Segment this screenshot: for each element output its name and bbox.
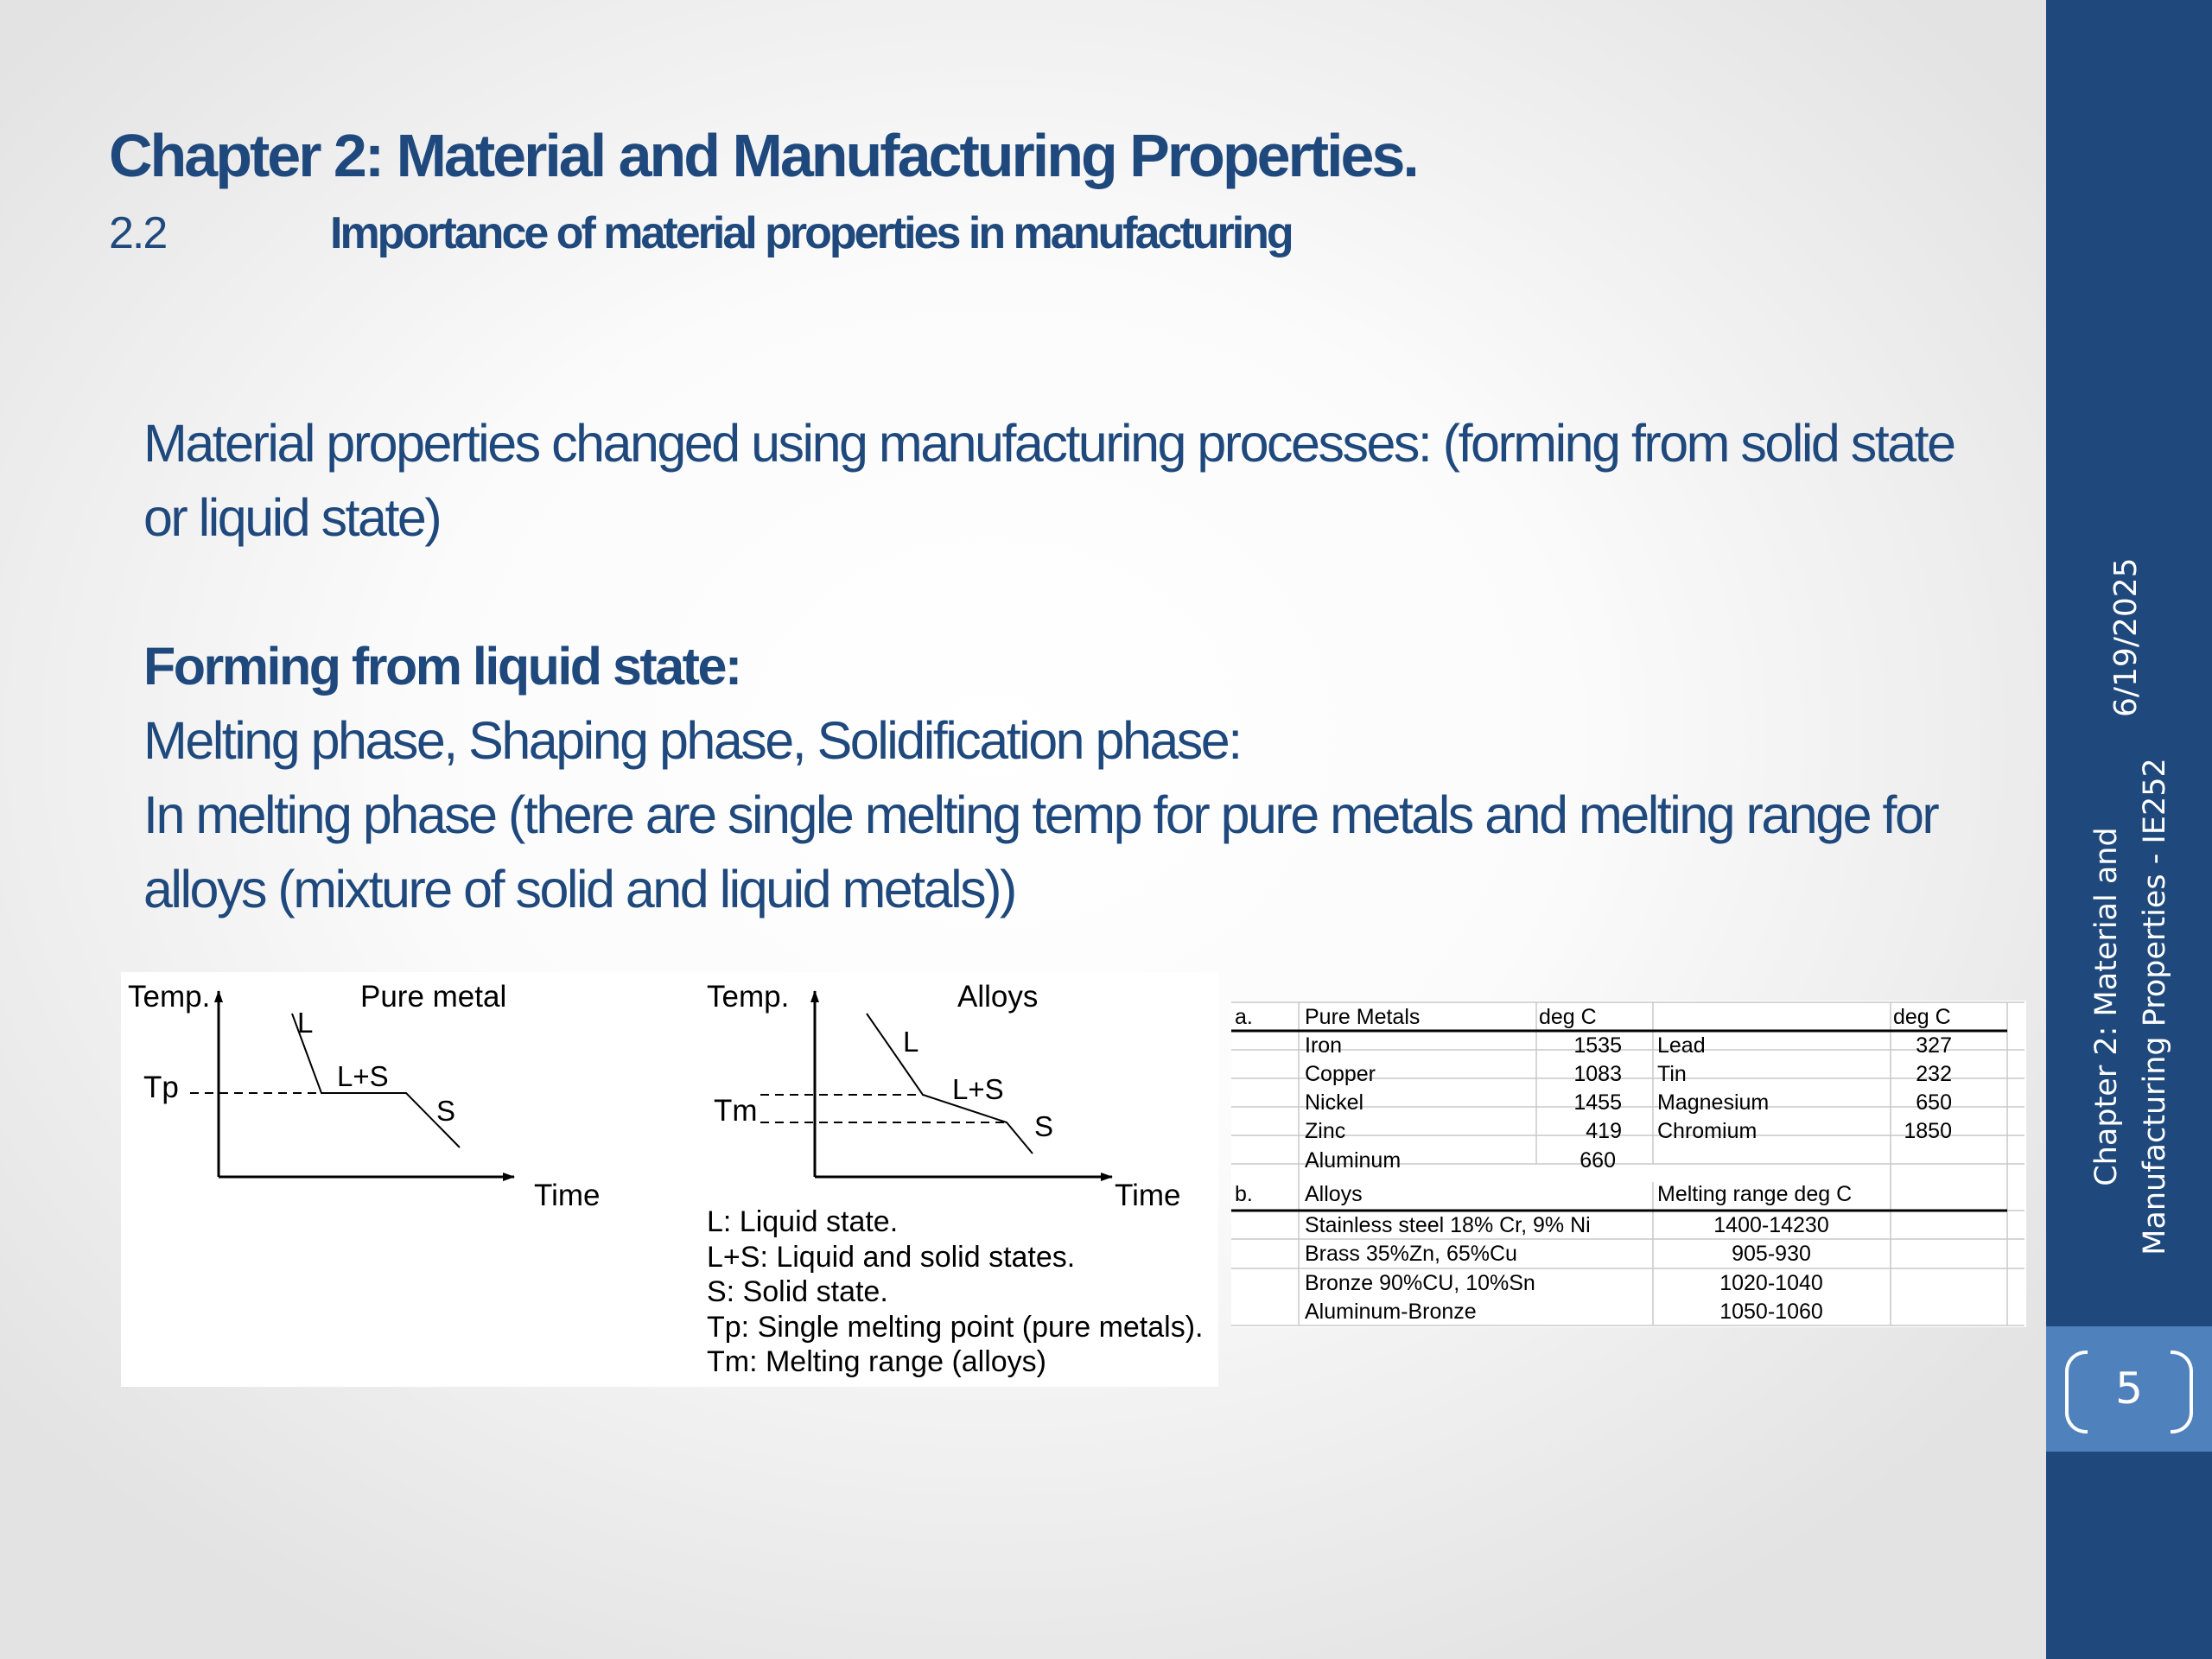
alloy-tm-label: Tm	[714, 1094, 758, 1128]
body-line-melting: In melting phase (there are single melting temp for pure metals and melting range for alloys (mixture of solid and liquid metals))	[143, 785, 1938, 918]
pure-x-label: Time	[534, 1179, 601, 1212]
table-cell: 1400-14230	[1713, 1213, 1829, 1237]
legend-line: Tm: Melting range (alloys)	[707, 1345, 1047, 1378]
slide-date: 6/19/2025	[2108, 557, 2144, 717]
table-cell: Iron	[1305, 1033, 1343, 1058]
alloy-title: Alloys	[957, 980, 1039, 1014]
legend-line: L: Liquid state.	[707, 1205, 899, 1238]
subtitle-number: 2.2	[109, 208, 167, 258]
page-number: 5	[2115, 1363, 2143, 1414]
table-cell: Zinc	[1305, 1119, 1346, 1143]
table-cell: 232	[1916, 1062, 1952, 1086]
table-cell: Copper	[1305, 1062, 1376, 1086]
table-header-cell: deg C	[1539, 1005, 1597, 1029]
footer-line-1: Chapter 2: Material and	[2089, 827, 2124, 1186]
body-heading: Forming from liquid state:	[143, 637, 741, 696]
table-cell: 1050-1060	[1719, 1300, 1823, 1324]
table-cell: Aluminum-Bronze	[1305, 1300, 1477, 1324]
melting-temperature-table	[1231, 1001, 2026, 1327]
table-cell: Chromium	[1657, 1119, 1758, 1143]
table-section-b-label: b.	[1235, 1182, 1253, 1206]
pure-phase-s: S	[436, 1095, 456, 1127]
table-cell: 1850	[1904, 1119, 1952, 1143]
pure-title: Pure metal	[360, 980, 507, 1014]
table-cell: 905-930	[1732, 1242, 1811, 1266]
table-header-cell: deg C	[1893, 1005, 1951, 1029]
slide-footer	[2082, 756, 2179, 1257]
pure-metal-curve	[128, 980, 600, 1212]
table-cell: Nickel	[1305, 1090, 1364, 1115]
table-cell: 1535	[1573, 1033, 1622, 1058]
body-line-intro: Material properties changed using manufacturing processes: (forming from solid state or liquid state)	[143, 414, 1955, 547]
pure-phase-l: L	[297, 1007, 314, 1039]
cooling-curves-figure	[121, 972, 1218, 1387]
legend-line: L+S: Liquid and solid states.	[707, 1241, 1076, 1274]
alloy-cooling-line	[867, 1014, 1033, 1154]
table-cell: Bronze 90%CU, 10%Sn	[1305, 1271, 1535, 1295]
table-cell: 419	[1586, 1119, 1622, 1143]
table-cell: 650	[1916, 1090, 1952, 1115]
table-header-cell: Pure Metals	[1305, 1005, 1421, 1029]
table-cell: Tin	[1657, 1062, 1687, 1086]
table-section-a-label: a.	[1235, 1005, 1253, 1029]
table-cell: Magnesium	[1657, 1090, 1770, 1115]
table-cell: Brass 35%Zn, 65%Cu	[1305, 1242, 1517, 1266]
alloy-phase-l: L	[903, 1026, 919, 1058]
footer-line-2: Manufacturing Properties - IE252	[2138, 758, 2172, 1255]
body-text	[143, 406, 2001, 926]
alloy-y-label: Temp.	[707, 980, 790, 1014]
table-cell: 1083	[1573, 1062, 1622, 1086]
subtitle-text: Importance of material properties in manufacturing	[330, 208, 1292, 258]
table-cell: 1455	[1573, 1090, 1622, 1115]
alloy-x-label: Time	[1115, 1179, 1181, 1212]
table-cell: Lead	[1657, 1033, 1706, 1058]
alloy-phase-s: S	[1034, 1110, 1054, 1142]
table-cell: 1020-1040	[1719, 1271, 1823, 1295]
table-cell: Aluminum	[1305, 1148, 1402, 1173]
table-cell: Stainless steel 18% Cr, 9% Ni	[1305, 1213, 1591, 1237]
slide-title: Chapter 2: Material and Manufacturing Properties.	[109, 122, 1417, 189]
table-header-cell: Alloys	[1305, 1182, 1363, 1206]
alloy-curve	[707, 980, 1180, 1212]
pure-phase-ls: L+S	[337, 1060, 389, 1092]
table-header-cell: Melting range deg C	[1657, 1182, 1853, 1206]
pure-y-label: Temp.	[128, 980, 211, 1014]
figure-legend	[707, 1205, 1203, 1378]
alloy-phase-ls: L+S	[952, 1073, 1004, 1105]
pure-tp-label: Tp	[143, 1071, 179, 1104]
table-cell: 327	[1916, 1033, 1952, 1058]
legend-line: Tp: Single melting point (pure metals).	[707, 1311, 1204, 1344]
table-cell: 660	[1580, 1148, 1616, 1173]
legend-line: S: Solid state.	[707, 1275, 888, 1308]
page-number-box	[2046, 1326, 2212, 1452]
body-line-phases: Melting phase, Shaping phase, Solidification phase:	[143, 711, 1241, 770]
